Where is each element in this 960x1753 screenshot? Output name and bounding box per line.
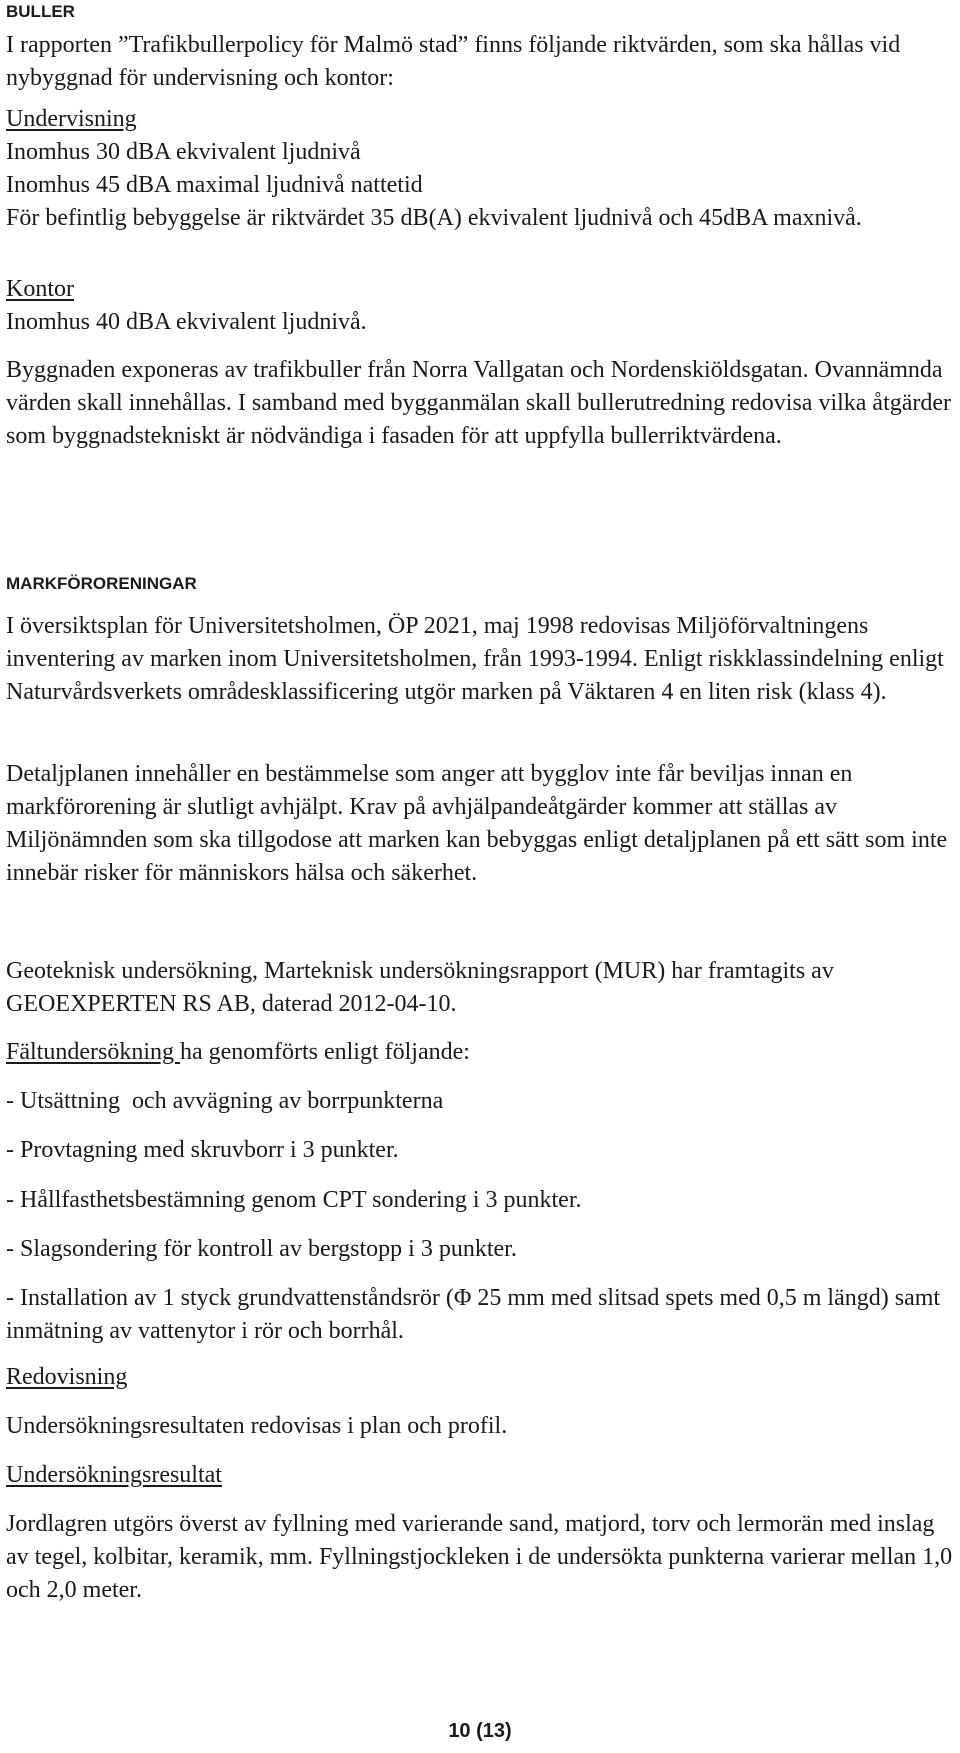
faltundersokning-rest: ha genomförts enligt följande: bbox=[180, 1039, 470, 1065]
buller-exposure-paragraph: Byggnaden exponeras av trafikbuller från Norra Vallgatan och Nordenskiöldsgatan. Ovannämnda värden skall innehållas. I samband med bygganmälan skall bullerutredning redovisa vilka åtgärder som byggnadstekniskt är nödvändiga i fasaden för att uppfylla bullerriktvärdena. bbox=[6, 357, 952, 449]
list-item: - Slagsondering för kontroll av bergstopp i 3 punkter. bbox=[6, 1236, 517, 1262]
kontor-line: Inomhus 40 dBA ekvivalent ljudnivå. bbox=[6, 309, 367, 335]
list-item: - Hållfasthetsbestämning genom CPT sondering i 3 punkter. bbox=[6, 1187, 582, 1213]
redovisning-text: Undersökningsresultaten redovisas i plan och profil. bbox=[6, 1413, 508, 1439]
kontor-label: Kontor bbox=[6, 276, 74, 302]
buller-intro: I rapporten ”Trafikbullerpolicy för Malmö stad” finns följande riktvärden, som ska hållas vid nybyggnad för undervisning och kontor: bbox=[6, 32, 901, 91]
markfororeningar-paragraph-2: Detaljplanen innehåller en bestämmelse som anger att bygglov inte får beviljas innan en markförorening är slutligt avhjälpt. Krav på avhjälpandeåtgärder kommer att ställas av Miljönämnden som ska tillgodose att marken kan bebyggas enligt detaljplanen på ett sätt som inte innebär risker för människors hälsa och säkerhet. bbox=[6, 761, 948, 886]
section-heading-buller: BULLER bbox=[6, 2, 75, 21]
faltundersokning-line bbox=[6, 1036, 470, 1069]
redovisning-label: Redovisning bbox=[6, 1364, 128, 1390]
list-item: - Provtagning med skruvborr i 3 punkter. bbox=[6, 1137, 399, 1163]
undervisning-line-1: Inomhus 30 dBA ekvivalent ljudnivå bbox=[6, 139, 361, 165]
resultat-text: Jordlagren utgörs överst av fyllning med varierande sand, matjord, torv och lermorän med inslag av tegel, kolbitar, keramik, mm. Fyllningstjockleken i de undersökta punkterna varierar mellan 1,0 och 2,0 meter. bbox=[6, 1511, 953, 1603]
section-heading-markfororeningar: MARKFÖRORENINGAR bbox=[6, 574, 197, 593]
undervisning-line-2: Inomhus 45 dBA maximal ljudnivå nattetid bbox=[6, 172, 423, 198]
undervisning-line-3: För befintlig bebyggelse är riktvärdet 35 dB(A) ekvivalent ljudnivå och 45dBA maxnivå. bbox=[6, 205, 862, 231]
undervisning-label: Undervisning bbox=[6, 106, 137, 132]
faltundersokning-label: Fältundersökning bbox=[6, 1039, 180, 1065]
markfororeningar-paragraph-1: I översiktsplan för Universitetsholmen, ÖP 2021, maj 1998 redovisas Miljöförvaltningens inventering av marken inom Universitetsholmen, från 1993-1994. Enligt riskklassindelning enligt Naturvårdsverkets områdesklassificering utgör marken på Väktaren 4 en liten risk (klass 4). bbox=[6, 613, 944, 705]
list-item: - Utsättning och avvägning av borrpunkterna bbox=[6, 1088, 444, 1114]
resultat-label: Undersökningsresultat bbox=[6, 1462, 222, 1488]
page-number: 10 (13) bbox=[448, 1720, 512, 1742]
markfororeningar-paragraph-3: Geoteknisk undersökning, Marteknisk undersökningsrapport (MUR) har framtagits av GEOEXPERTEN RS AB, daterad 2012-04-10. bbox=[6, 958, 834, 1017]
list-item: - Installation av 1 styck grundvattenståndsrör (Φ 25 mm med slitsad spets med 0,5 m längd) samt inmätning av vattenytor i rör och borrhål. bbox=[6, 1285, 941, 1344]
